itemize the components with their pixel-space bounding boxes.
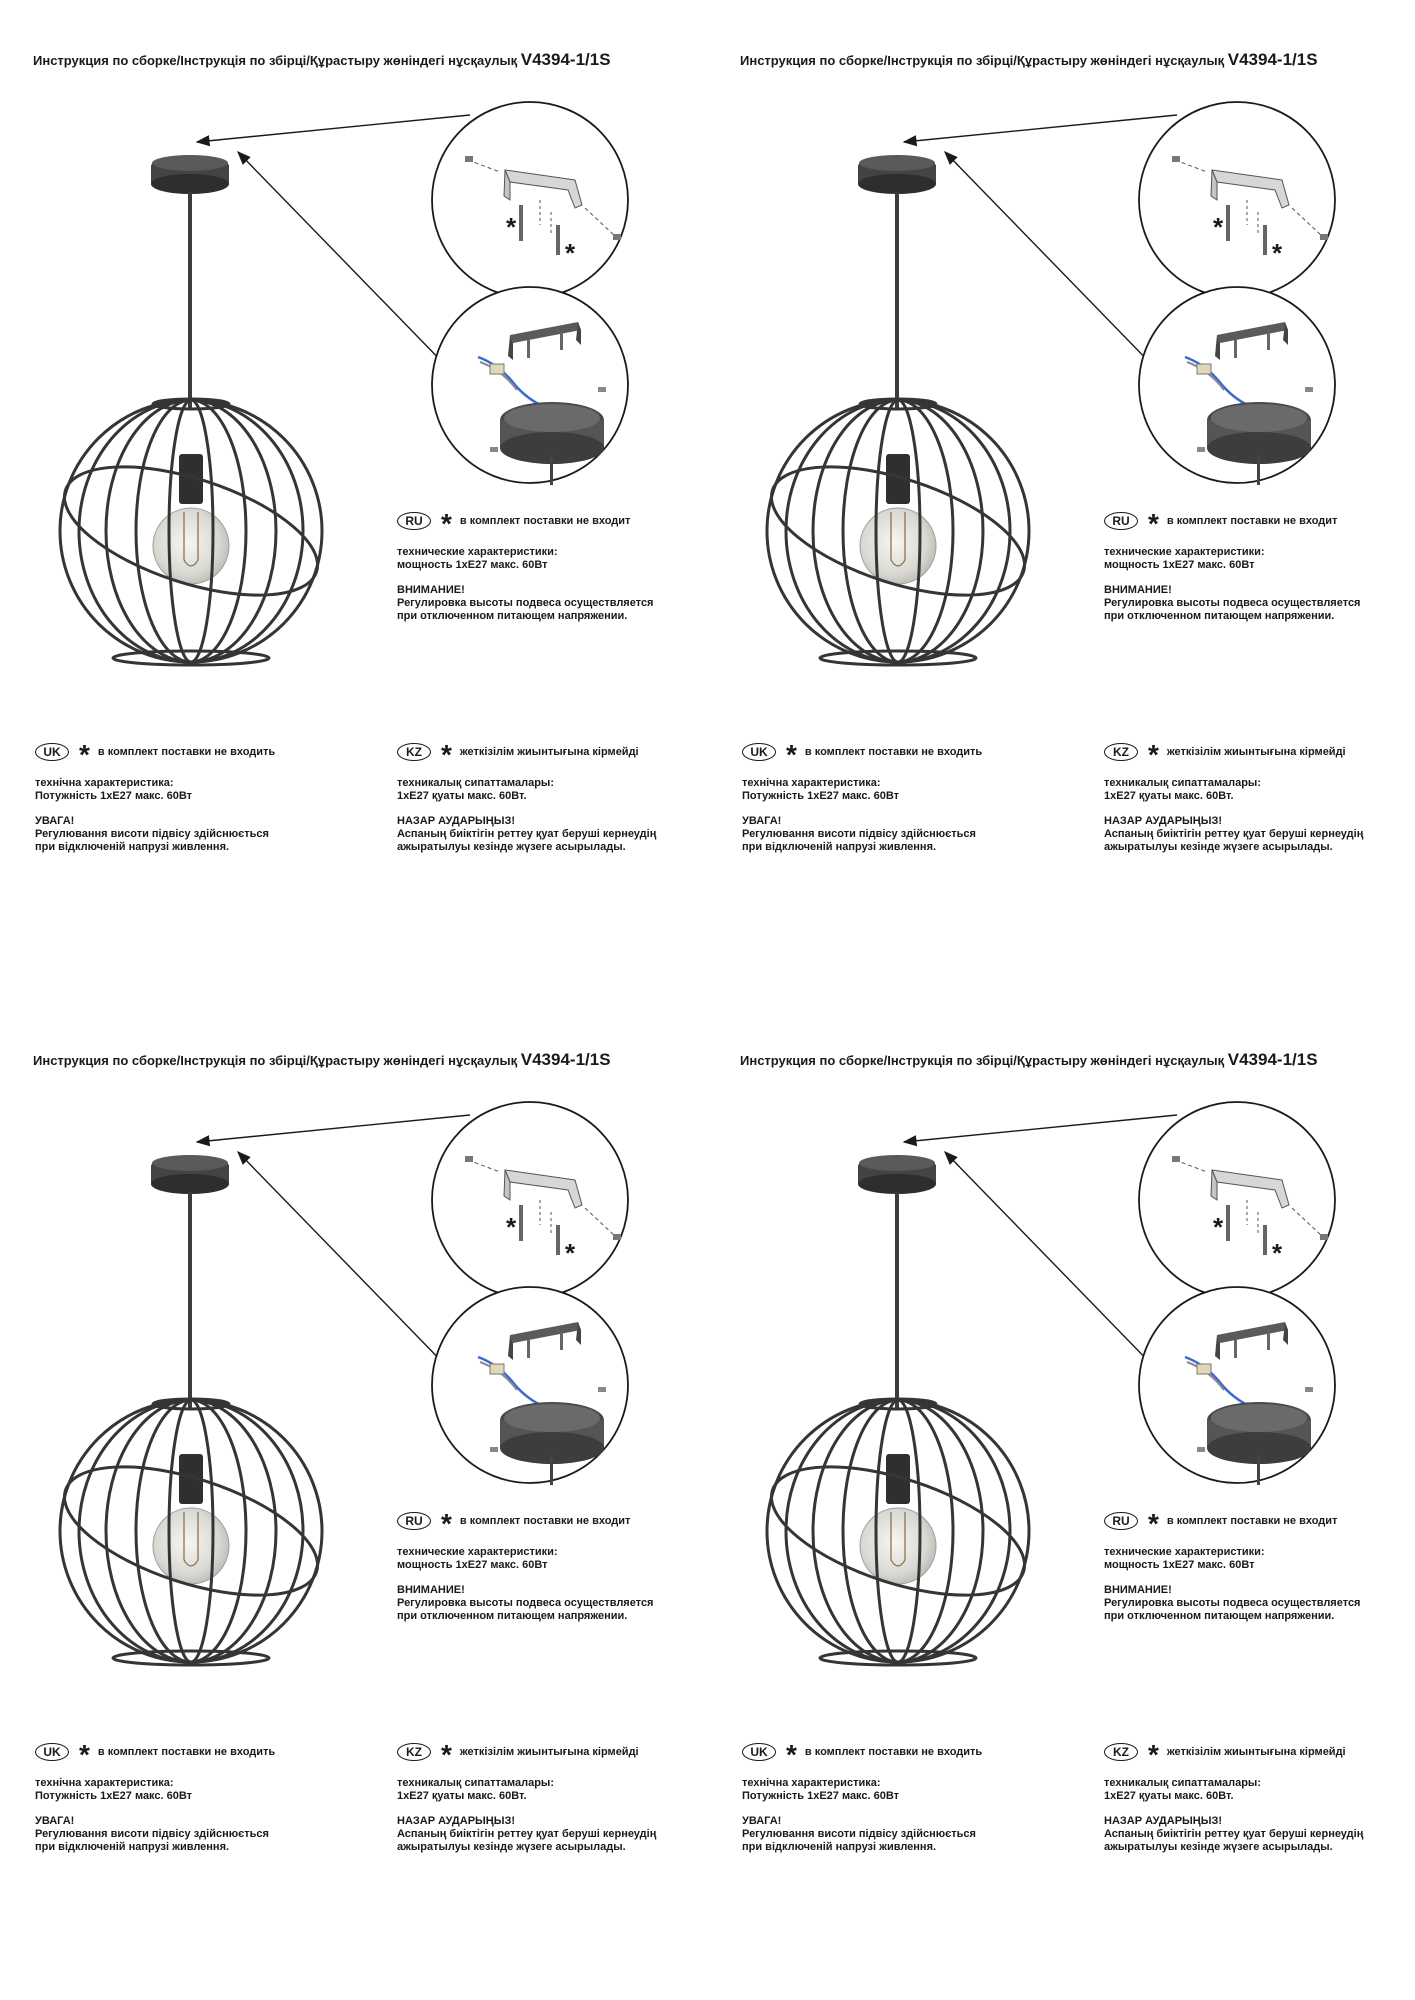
mounting-bracket-detail: [432, 1102, 628, 1298]
ru-warning-title: ВНИМАНИЕ!: [1104, 584, 1172, 596]
ru-warning-line2: при отключенном питающем напряжении.: [1104, 1610, 1335, 1622]
instruction-sheet: [707, 1000, 1414, 2000]
ru-warning-line1: Регулировка высоты подвеса осуществляется: [397, 597, 654, 609]
kz-warning-line1: Аспаның биіктігін реттеу қуат беруші кернеудің: [397, 828, 657, 840]
ru-warning-title: ВНИМАНИЕ!: [1104, 1584, 1172, 1596]
ru-not-included: в комплект поставки не входит: [459, 1514, 631, 1527]
uk-badge: UK: [35, 743, 69, 761]
ru-not-included: в комплект поставки не входит: [1166, 514, 1338, 527]
uk-warning-line1: Регулювання висоти підвісу здійснюється: [35, 828, 269, 840]
ru-section: [397, 510, 653, 623]
kz-spec-title: техникалық сипаттамалары:: [1104, 1777, 1261, 1789]
uk-warning-line2: при відключеній напрузі живлення.: [742, 841, 937, 853]
kz-warning-line1: Аспаның биіктігін реттеу қуат беруші кернеудің: [1104, 1828, 1364, 1840]
uk-spec-value: Потужність 1хЕ27 макс. 60Вт: [35, 1790, 193, 1802]
instruction-sheet: [0, 0, 707, 1000]
pendant-lamp-illustration: [49, 155, 332, 665]
uk-warning-title: УВАГА!: [742, 815, 782, 827]
kz-warning-line2: ажыратылуы кезінде жүзеге асырылады.: [1104, 841, 1333, 853]
asterisk-icon: *: [79, 1739, 90, 1770]
ru-badge: RU: [1104, 1512, 1138, 1530]
kz-warning-line1: Аспаның биіктігін реттеу қуат беруші кернеудің: [1104, 828, 1364, 840]
mounting-bracket-detail: [1139, 102, 1335, 298]
asterisk-icon: *: [441, 1739, 452, 1770]
ru-warning-line1: Регулировка высоты подвеса осуществляется: [397, 1597, 654, 1609]
ru-not-included: в комплект поставки не входит: [1166, 1514, 1338, 1527]
pointer-arrows: [197, 115, 470, 370]
mounting-bracket-detail: [1139, 1102, 1335, 1298]
asterisk-icon: *: [565, 238, 576, 268]
title-text: Инструкция по сборке/Інструкція по збірці/Құрастыру жөніндегі нұсқаулық: [740, 53, 1225, 68]
kz-spec-value: 1хЕ27 қуаты макс. 60Вт.: [1104, 1790, 1234, 1802]
kz-section: [397, 1741, 656, 1854]
kz-spec-value: 1хЕ27 қуаты макс. 60Вт.: [397, 790, 527, 802]
asterisk-icon: *: [1213, 212, 1224, 242]
instruction-sheet: [707, 0, 1414, 1000]
asterisk-icon: *: [441, 1508, 452, 1539]
pointer-arrows: [904, 1115, 1177, 1370]
ru-warning-line1: Регулировка высоты подвеса осуществляется: [1104, 1597, 1361, 1609]
mounting-bracket-detail: [432, 102, 628, 298]
title-text: Инструкция по сборке/Інструкція по збірці/Құрастыру жөніндегі нұсқаулық: [33, 53, 518, 68]
ru-section: [1104, 510, 1360, 623]
title-text: Инструкция по сборке/Інструкція по збірці/Құрастыру жөніндегі нұсқаулық: [740, 1053, 1225, 1068]
ru-badge: RU: [1104, 512, 1138, 530]
uk-spec-title: технічна характеристика:: [742, 777, 881, 789]
kz-spec-value: 1хЕ27 қуаты макс. 60Вт.: [397, 1790, 527, 1802]
ru-warning-line1: Регулировка высоты подвеса осуществляется: [1104, 597, 1361, 609]
kz-badge: KZ: [397, 743, 431, 761]
title-text: Инструкция по сборке/Інструкція по збірці/Құрастыру жөніндегі нұсқаулық: [33, 1053, 518, 1068]
uk-section: [742, 741, 982, 854]
asterisk-icon: *: [786, 1739, 797, 1770]
uk-not-included: в комплект поставки не входить: [804, 1745, 983, 1758]
ru-warning-title: ВНИМАНИЕ!: [397, 584, 465, 596]
asterisk-icon: *: [1272, 238, 1283, 268]
model-number: V4394-1/1S: [1227, 50, 1318, 69]
kz-section: [1104, 1741, 1363, 1854]
asterisk-icon: *: [1148, 1739, 1159, 1770]
ru-badge: RU: [397, 512, 431, 530]
kz-not-included: жеткізілім жиынтығына кірмейді: [1166, 1745, 1346, 1758]
asterisk-icon: *: [441, 508, 452, 539]
asterisk-icon: *: [1148, 739, 1159, 770]
pendant-lamp-illustration: [756, 155, 1039, 665]
ceiling-wiring-detail: [1139, 1287, 1335, 1485]
ru-warning-title: ВНИМАНИЕ!: [397, 1584, 465, 1596]
kz-warning-line2: ажыратылуы кезінде жүзеге асырылады.: [397, 1841, 626, 1853]
kz-badge: KZ: [1104, 743, 1138, 761]
uk-not-included: в комплект поставки не входить: [97, 745, 276, 758]
ru-spec-value: мощность 1хЕ27 макс. 60Вт: [1104, 559, 1255, 571]
uk-section: [35, 741, 275, 854]
kz-badge: KZ: [1104, 1743, 1138, 1761]
uk-warning-title: УВАГА!: [35, 1815, 75, 1827]
uk-spec-title: технічна характеристика:: [742, 1777, 881, 1789]
uk-section: [35, 1741, 275, 1854]
uk-warning-title: УВАГА!: [742, 1815, 782, 1827]
ceiling-wiring-detail: [1139, 287, 1335, 485]
ru-spec-value: мощность 1хЕ27 макс. 60Вт: [397, 1559, 548, 1571]
uk-warning-line1: Регулювання висоти підвісу здійснюється: [742, 828, 976, 840]
ru-warning-line2: при отключенном питающем напряжении.: [397, 610, 628, 622]
kz-spec-value: 1хЕ27 қуаты макс. 60Вт.: [1104, 790, 1234, 802]
kz-warning-title: НАЗАР АУДАРЫҢЫЗ!: [397, 1815, 516, 1827]
asterisk-icon: *: [565, 1238, 576, 1268]
kz-section: [397, 741, 656, 854]
asterisk-icon: *: [1272, 1238, 1283, 1268]
uk-badge: UK: [742, 1743, 776, 1761]
asterisk-icon: *: [1148, 508, 1159, 539]
model-number: V4394-1/1S: [520, 50, 611, 69]
ru-spec-title: технические характеристики:: [1104, 1546, 1265, 1558]
asterisk-icon: *: [1148, 1508, 1159, 1539]
ru-badge: RU: [397, 1512, 431, 1530]
asterisk-icon: *: [1213, 1212, 1224, 1242]
pointer-arrows: [904, 115, 1177, 370]
pendant-lamp-illustration: [756, 1155, 1039, 1665]
ru-warning-line2: при отключенном питающем напряжении.: [397, 1610, 628, 1622]
uk-warning-line2: при відключеній напрузі живлення.: [35, 841, 230, 853]
kz-warning-line2: ажыратылуы кезінде жүзеге асырылады.: [1104, 1841, 1333, 1853]
kz-not-included: жеткізілім жиынтығына кірмейді: [459, 745, 639, 758]
kz-warning-title: НАЗАР АУДАРЫҢЫЗ!: [1104, 815, 1223, 827]
kz-warning-line2: ажыратылуы кезінде жүзеге асырылады.: [397, 841, 626, 853]
uk-spec-value: Потужність 1хЕ27 макс. 60Вт: [35, 790, 193, 802]
model-number: V4394-1/1S: [1227, 1050, 1318, 1069]
uk-spec-value: Потужність 1хЕ27 макс. 60Вт: [742, 1790, 900, 1802]
kz-not-included: жеткізілім жиынтығына кірмейді: [459, 1745, 639, 1758]
ceiling-wiring-detail: [432, 1287, 628, 1485]
kz-spec-title: техникалық сипаттамалары:: [397, 777, 554, 789]
kz-spec-title: техникалық сипаттамалары:: [397, 1777, 554, 1789]
kz-warning-line1: Аспаның биіктігін реттеу қуат беруші кернеудің: [397, 1828, 657, 1840]
uk-warning-title: УВАГА!: [35, 815, 75, 827]
pendant-lamp-illustration: [49, 1155, 332, 1665]
uk-section: [742, 1741, 982, 1854]
ru-spec-title: технические характеристики:: [397, 546, 558, 558]
asterisk-icon: *: [506, 1212, 517, 1242]
kz-warning-title: НАЗАР АУДАРЫҢЫЗ!: [1104, 1815, 1223, 1827]
uk-spec-title: технічна характеристика:: [35, 1777, 174, 1789]
ru-not-included: в комплект поставки не входит: [459, 514, 631, 527]
kz-badge: KZ: [397, 1743, 431, 1761]
asterisk-icon: *: [79, 739, 90, 770]
ru-spec-value: мощность 1хЕ27 макс. 60Вт: [397, 559, 548, 571]
kz-section: [1104, 741, 1363, 854]
uk-badge: UK: [742, 743, 776, 761]
asterisk-icon: *: [786, 739, 797, 770]
uk-not-included: в комплект поставки не входить: [97, 1745, 276, 1758]
model-number: V4394-1/1S: [520, 1050, 611, 1069]
uk-not-included: в комплект поставки не входить: [804, 745, 983, 758]
instruction-sheet: [0, 1000, 707, 2000]
uk-badge: UK: [35, 1743, 69, 1761]
uk-spec-value: Потужність 1хЕ27 макс. 60Вт: [742, 790, 900, 802]
kz-warning-title: НАЗАР АУДАРЫҢЫЗ!: [397, 815, 516, 827]
uk-warning-line2: при відключеній напрузі живлення.: [35, 1841, 230, 1853]
ru-section: [397, 1510, 653, 1623]
ru-spec-value: мощность 1хЕ27 макс. 60Вт: [1104, 1559, 1255, 1571]
kz-spec-title: техникалық сипаттамалары:: [1104, 777, 1261, 789]
asterisk-icon: *: [506, 212, 517, 242]
ceiling-wiring-detail: [432, 287, 628, 485]
uk-spec-title: технічна характеристика:: [35, 777, 174, 789]
ru-section: [1104, 1510, 1360, 1623]
uk-warning-line1: Регулювання висоти підвісу здійснюється: [742, 1828, 976, 1840]
pointer-arrows: [197, 1115, 470, 1370]
ru-warning-line2: при отключенном питающем напряжении.: [1104, 610, 1335, 622]
ru-spec-title: технические характеристики:: [397, 1546, 558, 1558]
kz-not-included: жеткізілім жиынтығына кірмейді: [1166, 745, 1346, 758]
uk-warning-line1: Регулювання висоти підвісу здійснюється: [35, 1828, 269, 1840]
uk-warning-line2: при відключеній напрузі живлення.: [742, 1841, 937, 1853]
asterisk-icon: *: [441, 739, 452, 770]
ru-spec-title: технические характеристики:: [1104, 546, 1265, 558]
